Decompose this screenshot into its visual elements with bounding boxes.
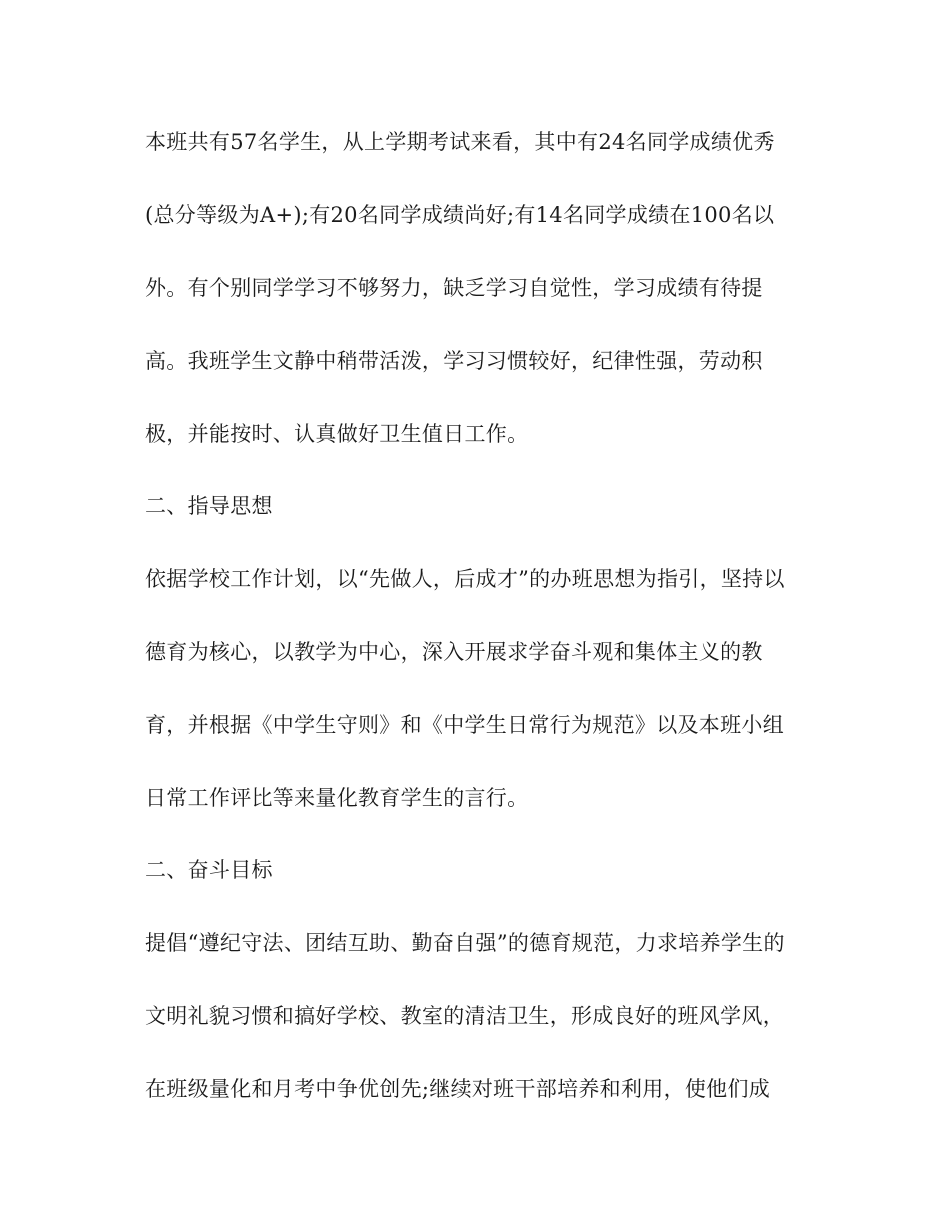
body-line-13: 文明礼貌习惯和搞好学校、教室的清洁卫生，形成良好的班风学风， <box>145 1004 784 1028</box>
body-line-2: (总分等级为A+);有20名同学成绩尚好;有14名同学成绩在100名以 <box>145 203 775 227</box>
body-line-3: 外。有个别同学学习不够努力，缺乏学习自觉性，学习成绩有待提 <box>145 276 763 300</box>
section-heading-goals: 二、奋斗目标 <box>145 858 273 882</box>
body-line-12: 提倡“遵纪守法、团结互助、勤奋自强”的德育规范，力求培养学生的 <box>145 931 785 955</box>
body-line-9: 育，并根据《中学生守则》和《中学生日常行为规范》以及本班小组 <box>145 713 784 737</box>
body-line-14: 在班级量化和月考中争优创先;继续对班干部培养和利用，使他们成 <box>145 1077 771 1101</box>
section-heading-guiding-ideology: 二、指导思想 <box>145 494 273 518</box>
body-line-1: 本班共有57名学生，从上学期考试来看，其中有24名同学成绩优秀 <box>145 130 775 154</box>
body-line-8: 德育为核心，以教学为中心，深入开展求学奋斗观和集体主义的教 <box>145 640 763 664</box>
body-line-4: 高。我班学生文静中稍带活泼，学习习惯较好，纪律性强，劳动积 <box>145 349 763 373</box>
body-line-5: 极，并能按时、认真做好卫生值日工作。 <box>145 422 529 446</box>
body-line-10: 日常工作评比等来量化教育学生的言行。 <box>145 786 529 810</box>
body-line-7: 依据学校工作计划，以“先做人，后成才”的办班思想为指引，坚持以 <box>145 567 785 591</box>
